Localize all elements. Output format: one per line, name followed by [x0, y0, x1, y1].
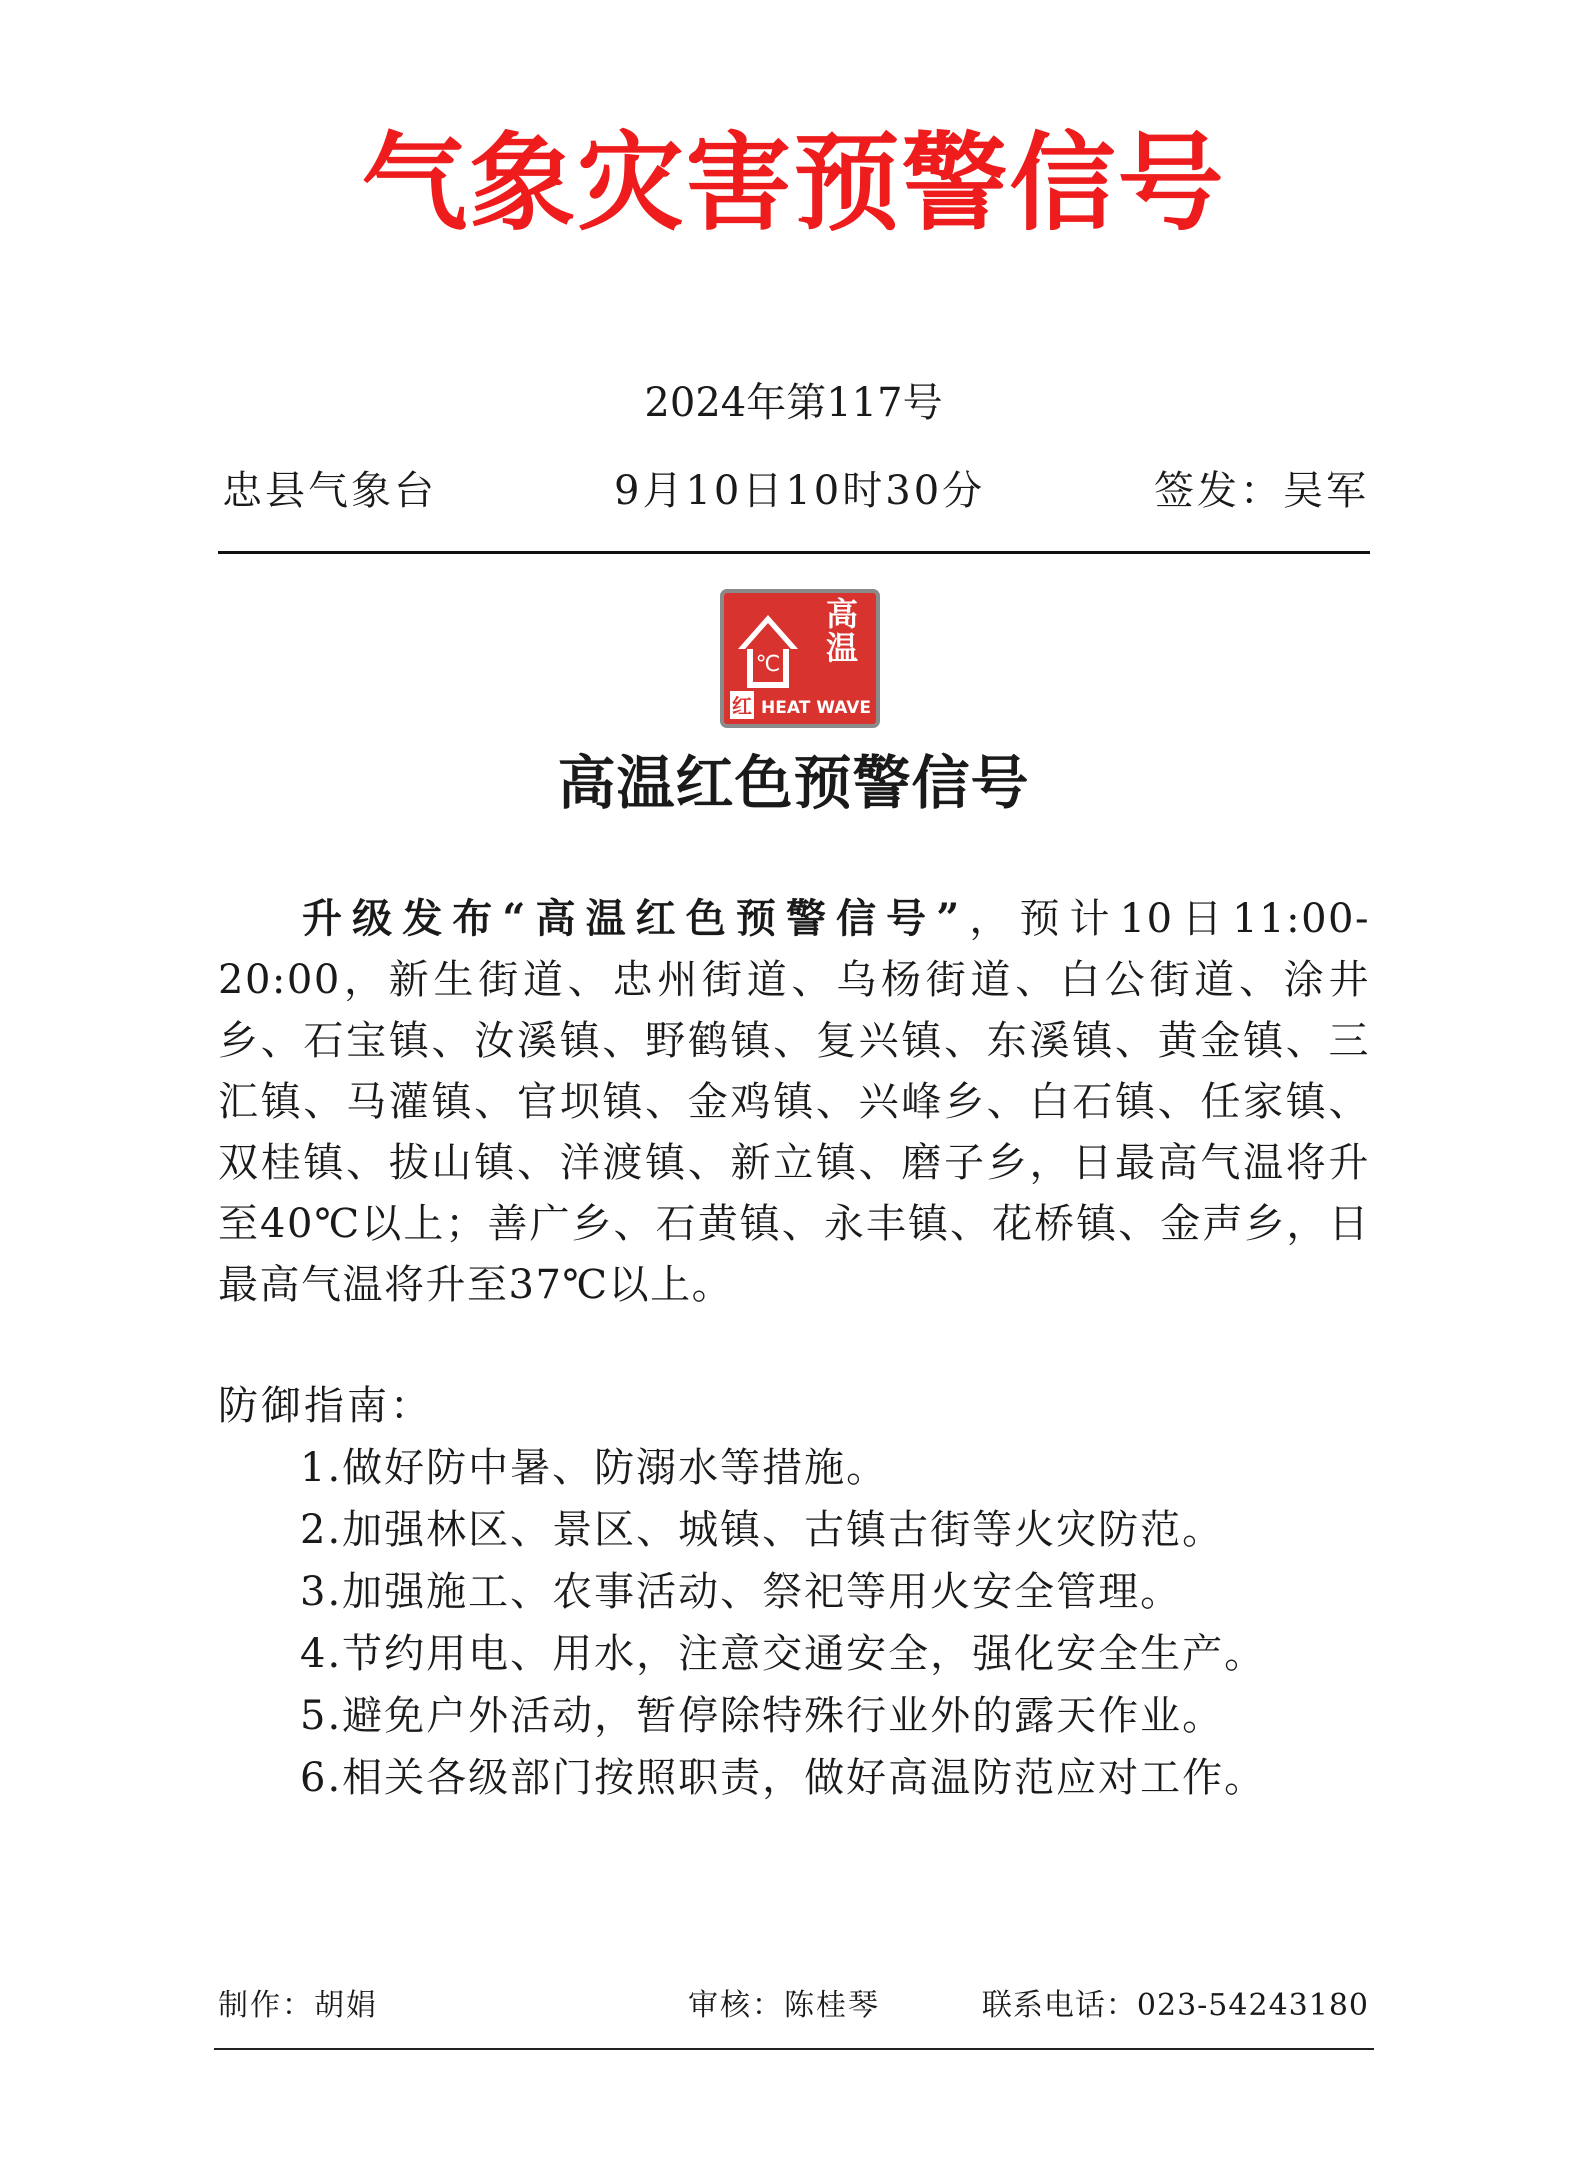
icon-level-char: 红: [732, 694, 752, 718]
celsius-symbol: ℃: [755, 652, 781, 677]
icon-label-en: HEAT WAVE: [761, 698, 871, 718]
guide-item: 3.加强施工、农事活动、祭祀等用火安全管理。: [300, 1569, 1183, 1615]
issue-datetime: 9月10日10时30分: [614, 468, 986, 514]
header-divider: [218, 551, 1370, 554]
guide-heading: 防御指南：: [218, 1383, 433, 1429]
issuer: 签发：吴军: [1154, 468, 1369, 514]
warning-body: [218, 888, 1370, 1316]
footer-producer: 制作：胡娟: [218, 1988, 378, 2023]
signal-title: 高温红色预警信号: [557, 749, 1030, 817]
document-title: 气象灾害预警信号: [361, 120, 1226, 245]
heat-wave-red-warning-icon: [720, 589, 880, 728]
footer-phone: 联系电话：023-54243180: [981, 1988, 1369, 2023]
guide-item: 4.节约用电、用水，注意交通安全，强化安全生产。: [300, 1631, 1267, 1677]
warning-text: ，预计10日11:00-20:00，新生街道、忠州街道、乌杨街道、白公街道、涂井乡、石宝镇、汝溪镇、野鹤镇、复兴镇、东溪镇、黄金镇、三汇镇、马灌镇、官坝镇、金鸡镇、兴峰乡、白石镇、任家镇、双桂镇、拔山镇、洋渡镇、新立镇、磨子乡，日最高气温将升至40℃以上；善广乡、石黄镇、永丰镇、花桥镇、金声乡，日最高气温将升至37℃以上。: [218, 896, 1371, 1308]
icon-label-cn: 高温: [821, 597, 859, 665]
guide-item: 6.相关各级部门按照职责，做好高温防范应对工作。: [300, 1755, 1267, 1801]
guide-list: [300, 1437, 1266, 1809]
guide-item: 2.加强林区、景区、城镇、古镇古街等火灾防范。: [300, 1507, 1225, 1553]
issue-number: 2024年第117号: [644, 380, 943, 426]
footer-divider: [214, 2048, 1374, 2050]
footer-reviewer: 审核：陈桂琴: [688, 1988, 880, 2023]
guide-item: 1.做好防中暑、防溺水等措施。: [300, 1445, 889, 1491]
warning-lead: 升级发布“高温红色预警信号”: [302, 895, 961, 942]
issuing-office: 忠县气象台: [222, 468, 437, 514]
guide-item: 5.避免户外活动，暂停除特殊行业外的露天作业。: [300, 1693, 1225, 1739]
